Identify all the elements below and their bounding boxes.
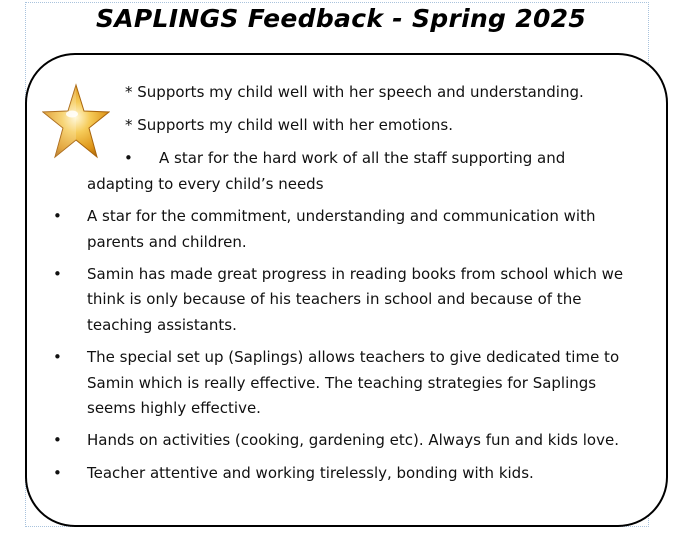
star-item: * Supports my child well with her emotions.: [125, 116, 453, 134]
feedback-line: Samin has made great progress in reading books from school which we: [87, 265, 624, 283]
star-item: * Supports my child well with her speech and understanding.: [125, 83, 584, 101]
feedback-line: A star for the hard work of all the staff supporting and: [159, 149, 566, 167]
gold-star-icon: [42, 82, 110, 162]
feedback-line: adapting to every child’s needs: [87, 175, 324, 193]
feedback-line: teaching assistants.: [87, 316, 237, 334]
bullet-dot: •: [53, 464, 62, 482]
bullet-dot: •: [53, 431, 62, 449]
feedback-line: Hands on activities (cooking, gardening etc). Always fun and kids love.: [87, 431, 619, 449]
bullet-dot: •: [53, 265, 62, 283]
feedback-line: think is only because of his teachers in school and because of the: [87, 290, 582, 308]
feedback-line: parents and children.: [87, 233, 247, 251]
feedback-line: The special set up (Saplings) allows teachers to give dedicated time to: [87, 348, 620, 366]
feedback-line: seems highly effective.: [87, 399, 261, 417]
bullet-dot: •: [124, 149, 133, 167]
bullet-dot: •: [53, 348, 62, 366]
feedback-line: A star for the commitment, understanding and communication with: [87, 207, 596, 225]
feedback-line: Teacher attentive and working tirelessly, bonding with kids.: [87, 464, 534, 482]
bullet-dot: •: [53, 207, 62, 225]
page-title: SAPLINGS Feedback - Spring 2025: [95, 4, 587, 33]
feedback-line: Samin which is really effective. The teaching strategies for Saplings: [87, 374, 597, 392]
